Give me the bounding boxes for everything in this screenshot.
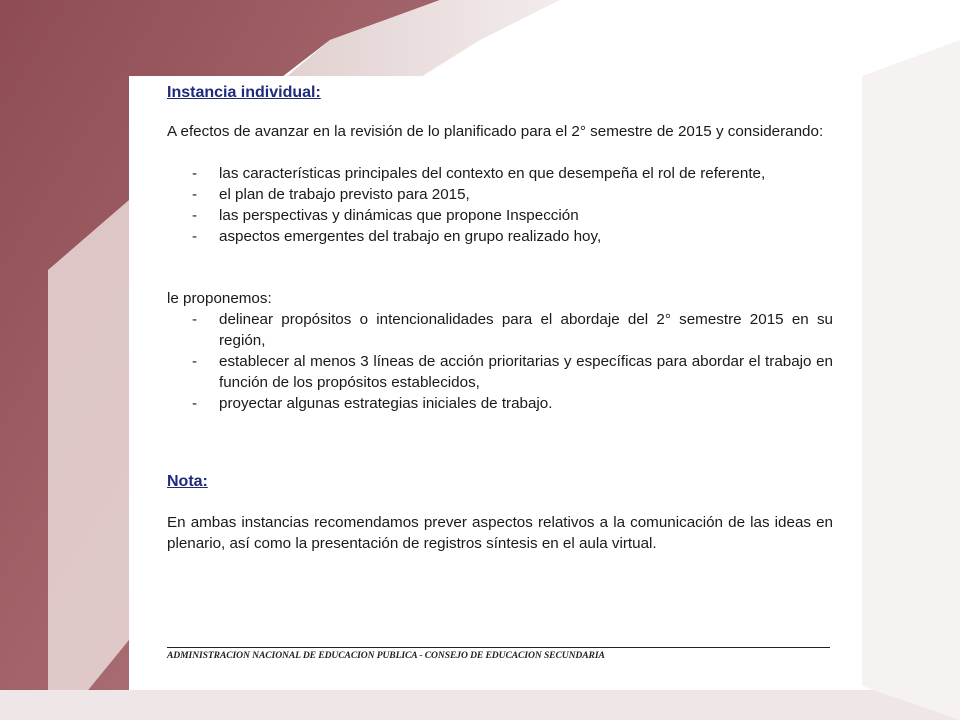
proposals-list xyxy=(167,309,833,414)
list-item: - las características principales del contexto en que desempeña el rol de referente, xyxy=(192,165,766,182)
list-item: - aspectos emergentes del trabajo en grupo realizado hoy, xyxy=(192,228,602,245)
decor-right-shade xyxy=(862,40,960,720)
considerations-list xyxy=(167,163,833,247)
list-item: - el plan de trabajo previsto para 2015, xyxy=(192,186,470,203)
document-page xyxy=(129,76,862,686)
instance-title: Instancia individual: xyxy=(167,84,321,101)
note-title: Nota: xyxy=(167,473,208,490)
list-item: - delinear propósitos o intencionalidades para el abordaje del 2° semestre 2015 en su región, xyxy=(192,311,833,349)
proposal-intro: le proponemos: xyxy=(167,290,272,307)
decor-left-fold xyxy=(48,200,129,700)
footer-institution: ADMINISTRACION NACIONAL DE EDUCACION PUBLICA - CONSEJO DE EDUCACION SECUNDARIA xyxy=(167,650,605,661)
note-text: En ambas instancias recomendamos prever aspectos relativos a la comunicación de las ideas en plenario, así como la presentación de registros síntesis en el aula virtual. xyxy=(167,514,833,552)
decor-bottom-shade xyxy=(0,690,960,720)
list-item: - proyectar algunas estrategias iniciales de trabajo. xyxy=(192,395,553,412)
list-item: - establecer al menos 3 líneas de acción prioritarias y específicas para abordar el trabajo en función de los propósitos establecidos, xyxy=(192,353,833,391)
instance-intro: A efectos de avanzar en la revisión de lo planificado para el 2° semestre de 2015 y considerando: xyxy=(167,123,824,140)
footer-divider xyxy=(167,647,830,648)
list-item: - las perspectivas y dinámicas que propone Inspección xyxy=(192,207,579,224)
